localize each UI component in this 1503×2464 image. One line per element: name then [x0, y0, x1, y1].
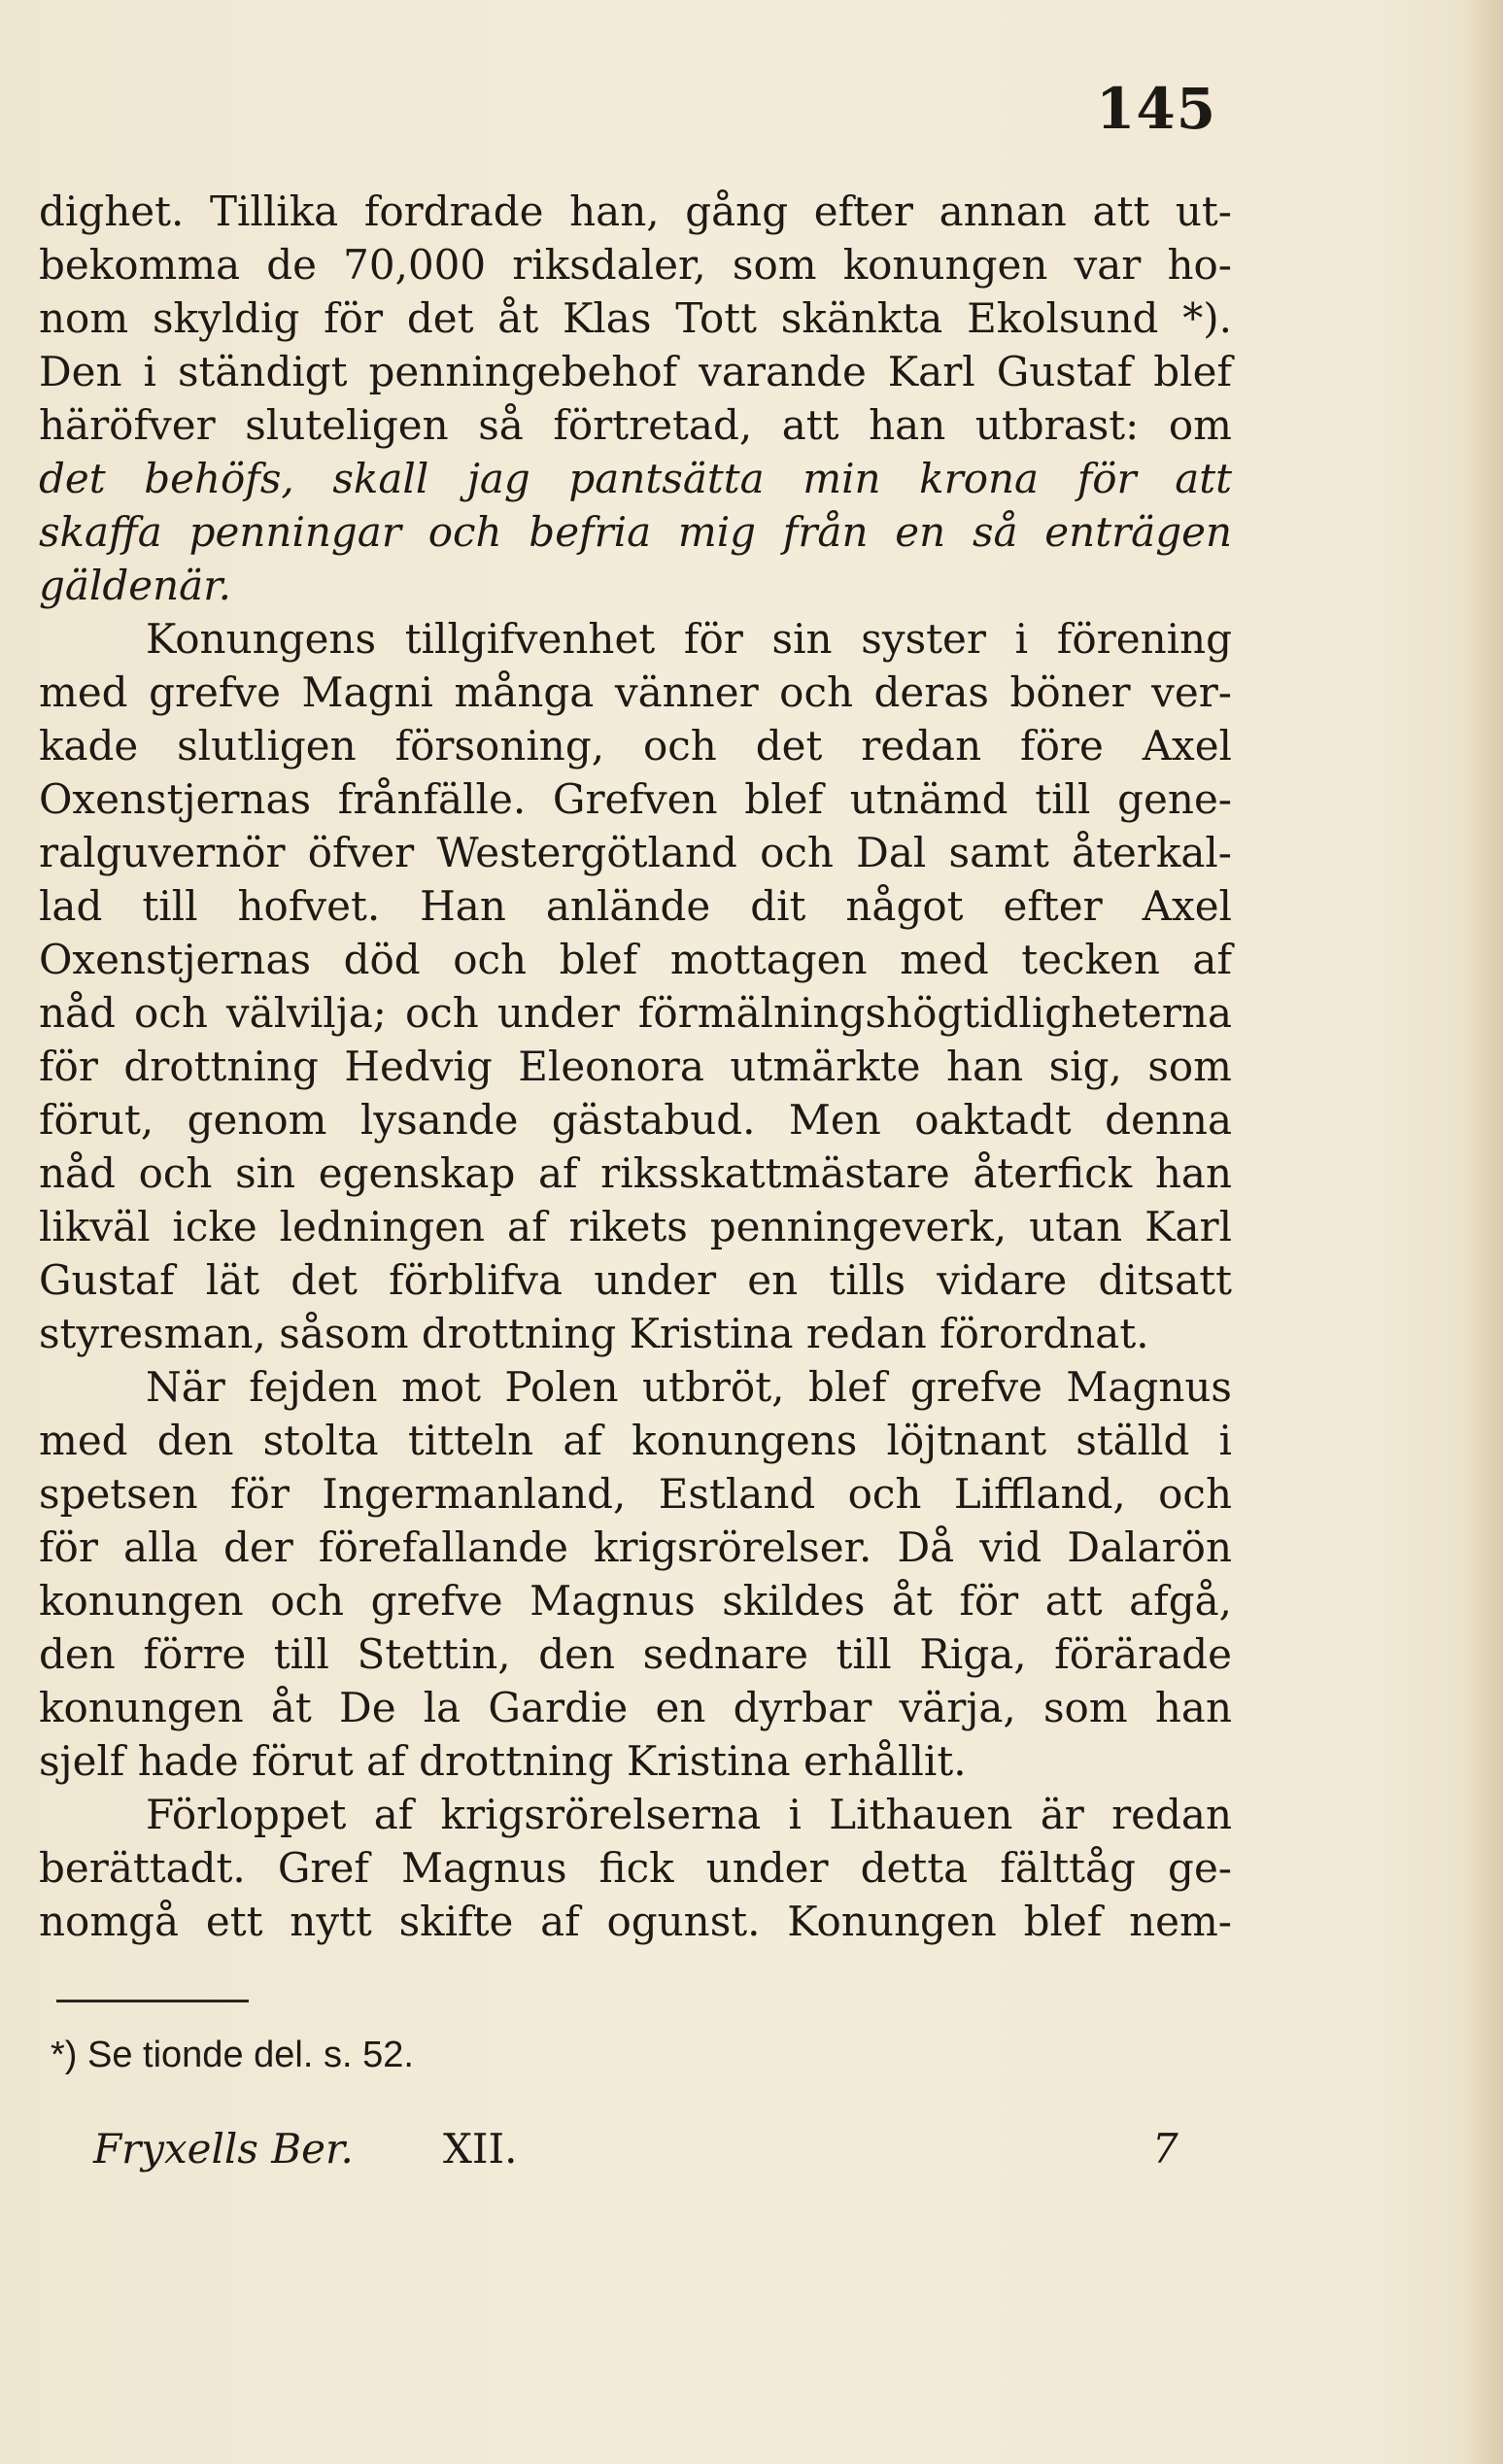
text-line: dighet. Tillika fordrade han, gång efter annan att ut-	[39, 188, 1232, 235]
text-line: kade slutligen försoning, och det redan före Axel	[39, 722, 1232, 770]
text-line: gäldenär.	[39, 562, 232, 609]
text-line: förut, genom lysande gästabud. Men oaktadt denna	[39, 1096, 1232, 1144]
footnote-rule	[56, 2000, 249, 2002]
text-line: för alla der förefallande krigsrörelser. Då vid Dalarön	[39, 1523, 1232, 1571]
text-line: Den i ständigt penningebehof varande Karl Gustaf blef	[39, 348, 1232, 395]
text-line: det behöfs, skall jag pantsätta min krona för att	[39, 455, 1232, 502]
text-line: När fejden mot Polen utbröt, blef grefve Magnus	[146, 1363, 1232, 1411]
text-line: med den stolta titteln af konungens löjtnant ställd i	[39, 1417, 1232, 1464]
text-line: Gustaf lät det förblifva under en tills vidare ditsatt	[39, 1256, 1232, 1304]
text-line: spetsen för Ingermanland, Estland och Liffland, och	[39, 1470, 1232, 1518]
text-line: bekomma de 70,000 riksdaler, som konungen var ho-	[39, 241, 1232, 289]
signature-volume: XII.	[443, 2125, 518, 2173]
text-line: konungen åt De la Gardie en dyrbar värja, som han	[39, 1684, 1232, 1731]
text-line: Förloppet af krigsrörelserna i Lithauen är redan	[146, 1791, 1232, 1838]
text-line: för drottning Hedvig Eleonora utmärkte han sig, som	[39, 1043, 1232, 1090]
text-line: konungen och grefve Magnus skildes åt för att afgå,	[39, 1577, 1232, 1625]
text-line: den förre till Stettin, den sednare till Riga, förärade	[39, 1630, 1232, 1678]
text-line: med grefve Magni många vänner och deras böner ver-	[39, 668, 1232, 716]
text-line: styresman, såsom drottning Kristina redan förordnat.	[39, 1310, 1149, 1357]
text-line: nåd och sin egenskap af riksskattmästare återfick han	[39, 1149, 1232, 1197]
text-line: likväl icke ledningen af rikets penningeverk, utan Karl	[39, 1203, 1232, 1250]
text-line: skaffa penningar och befria mig från en så enträgen	[39, 508, 1232, 556]
text-line: häröfver sluteligen så förtretad, att han utbrast: om	[39, 401, 1232, 449]
text-line: ralguvernör öfver Westergötland och Dal samt återkal-	[39, 829, 1232, 876]
page-edge-shadow	[1464, 0, 1503, 2464]
footnote: *) Se tionde del. s. 52.	[51, 2035, 414, 2075]
body-text	[39, 185, 1232, 1948]
text-line: nomgå ett nytt skifte af ogunst. Konungen blef nem-	[39, 1898, 1232, 1945]
text-line: Konungens tillgifvenhet för sin syster i förening	[146, 615, 1232, 663]
text-line: Oxenstjernas död och blef mottagen med tecken af	[39, 936, 1232, 983]
text-line: nom skyldig för det åt Klas Tott skänkta Ekolsund *).	[39, 294, 1232, 342]
signature-sheet: 7	[1152, 2125, 1178, 2173]
text-line: Oxenstjernas frånfälle. Grefven blef utnämd till gene-	[39, 775, 1232, 823]
text-line: nåd och välvilja; och under förmälningshögtidligheterna	[39, 989, 1232, 1037]
text-line: berättadt. Gref Magnus fick under detta fälttåg ge-	[39, 1844, 1232, 1892]
page-number: 145	[1096, 76, 1217, 142]
text-line: lad till hofvet. Han anlände dit något efter Axel	[39, 882, 1232, 930]
signature-author: Fryxells Ber.	[93, 2125, 354, 2173]
text-line: sjelf hade förut af drottning Kristina erhållit.	[39, 1737, 967, 1785]
